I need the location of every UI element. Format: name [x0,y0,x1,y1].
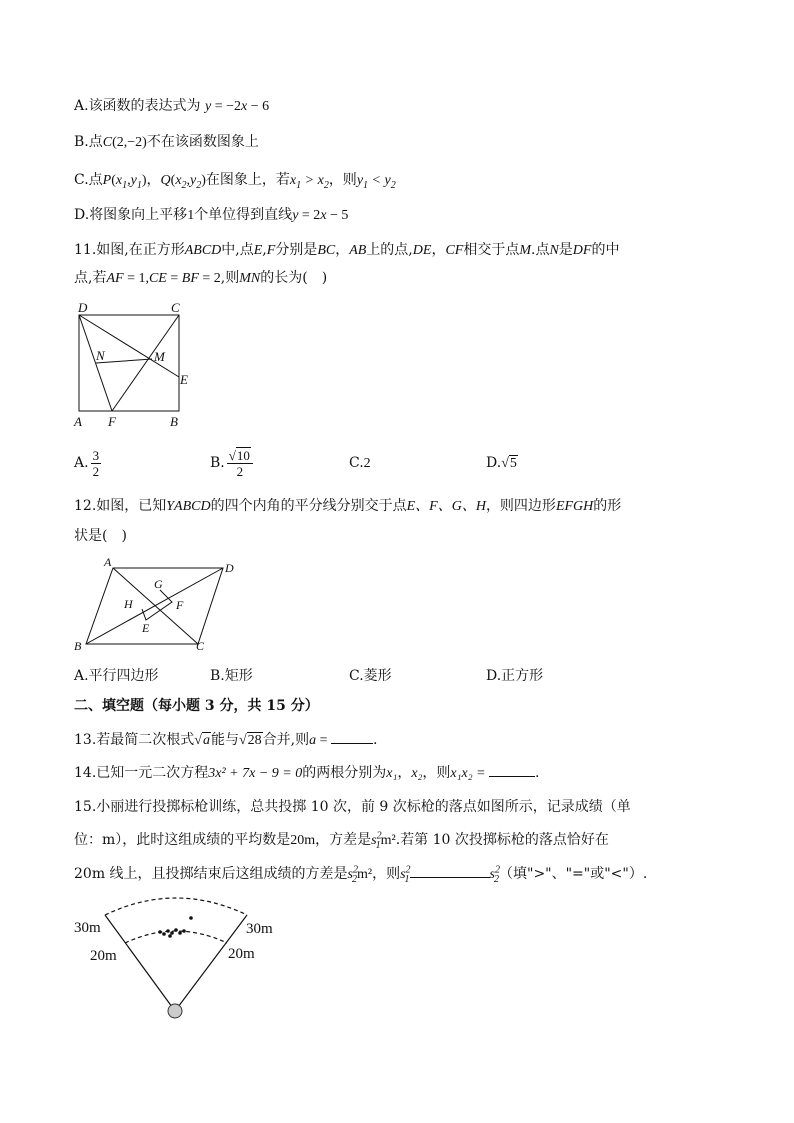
q11-option-c[interactable]: C.2 [349,455,371,471]
label-left-20m: 20m [90,948,117,964]
landing-points [158,916,193,938]
q10-option-d[interactable]: D.将图象向上平移1个单位得到直线y = 2x − 5 [74,207,349,223]
q10-option-b[interactable]: B.点C(2,−2)不在该函数图象上 [74,134,259,150]
q12-stem-line1: 12.如图，已知ΥABCD的四个内角的平分线分别交于点E、F、G、H，则四边形EFGH的形 [74,498,622,514]
q15-stem-line2: 位：m），此时这组成绩的平均数是20m，方差是$s^2_1m^2$.若第 10 次投掷标枪的落点恰好在 [74,830,609,851]
q12-option-a[interactable]: A.平行四边形 [74,668,159,684]
label-c: C [196,639,205,653]
label-e: E [180,372,188,387]
q13-stem: 13.若最简二次根式√a能与√28合并,则a = . [74,732,378,748]
label-a: A [74,414,82,429]
q15-stem-line1: 15.小丽进行投掷标枪训练，总共投掷 10 次，前 9 次标枪的落点如图所示，记录成绩（单 [74,799,631,815]
q11-options [74,447,634,479]
q10-option-a[interactable]: A.该函数的表达式为 y = −2x − 6 [74,98,270,114]
q15-stem-line3: 20m 线上，且投掷结束后这组成绩的方差是$s^2_2m^2$，则$s^2_1$ $s^2_2$（填">"、"="或"<"）. [74,864,648,885]
label-d: D [78,300,88,315]
q11-option-d[interactable]: D.√5 [486,455,517,471]
label-h: H [124,597,133,611]
label-e: E [142,621,150,635]
label-a: A [104,556,112,569]
answer-blank[interactable] [489,764,535,777]
label-d: D [225,561,234,575]
q10-option-c[interactable]: C.点$P(x_1,y_1)$，$Q(x_2,y_2)$在图象上，若$x_1 > x_2$，则$y_1 < y_2$ [74,172,396,191]
square-figure [70,298,200,432]
label-g: G [154,577,163,591]
javelin-figure [70,895,290,1025]
label-c: C [171,300,180,315]
q12-option-c[interactable]: C.菱形 [349,668,392,684]
arc-20m [125,931,227,943]
answer-blank[interactable] [331,731,373,744]
q11-stem-line1: 11.如图,在正方形ABCD中,点E,F分别是BC，AB上的点,DE，CF相交于点M.点N是DF的中 [74,242,620,258]
label-n: N [96,348,105,363]
formula: y [205,99,212,114]
segment-de [79,315,179,377]
label-f: F [108,414,116,429]
throw-origin [168,1004,182,1018]
parallelogram-figure [68,556,248,656]
label-left-30m: 30m [74,920,101,936]
sector-right-line [175,915,247,1011]
label-right-30m: 30m [246,921,273,937]
q11-stem-line2: 点,若AF = 1,CE = BF = 2,则MN的长为( ) [74,270,328,286]
label-m: M [154,349,165,364]
segment-df [79,315,112,411]
label-f: F [176,598,184,612]
segment-cf [112,315,179,411]
label-right-20m: 20m [228,946,255,962]
arc-30m [105,898,247,915]
q12-option-b[interactable]: B.矩形 [210,668,253,684]
answer-blank[interactable] [410,865,490,878]
label-b: B [74,639,82,653]
section-title: 二、填空题（每小题 3 分，共 15 分） [74,698,319,714]
q12-stem-line2: 状是( ) [74,528,127,544]
q11-option-b[interactable]: B. $\frac{√10}{2}$ [210,447,255,479]
q12-option-d[interactable]: D.正方形 [486,668,544,684]
q11-option-a[interactable]: A. $\frac{3}{2}$ [74,447,100,479]
q14-stem: 14.已知一元二次方程3x² + 7x − 9 = 0的两根分别为x₁，x₂，则x₁x₂ = . [74,765,540,781]
label-b: B [170,414,178,429]
